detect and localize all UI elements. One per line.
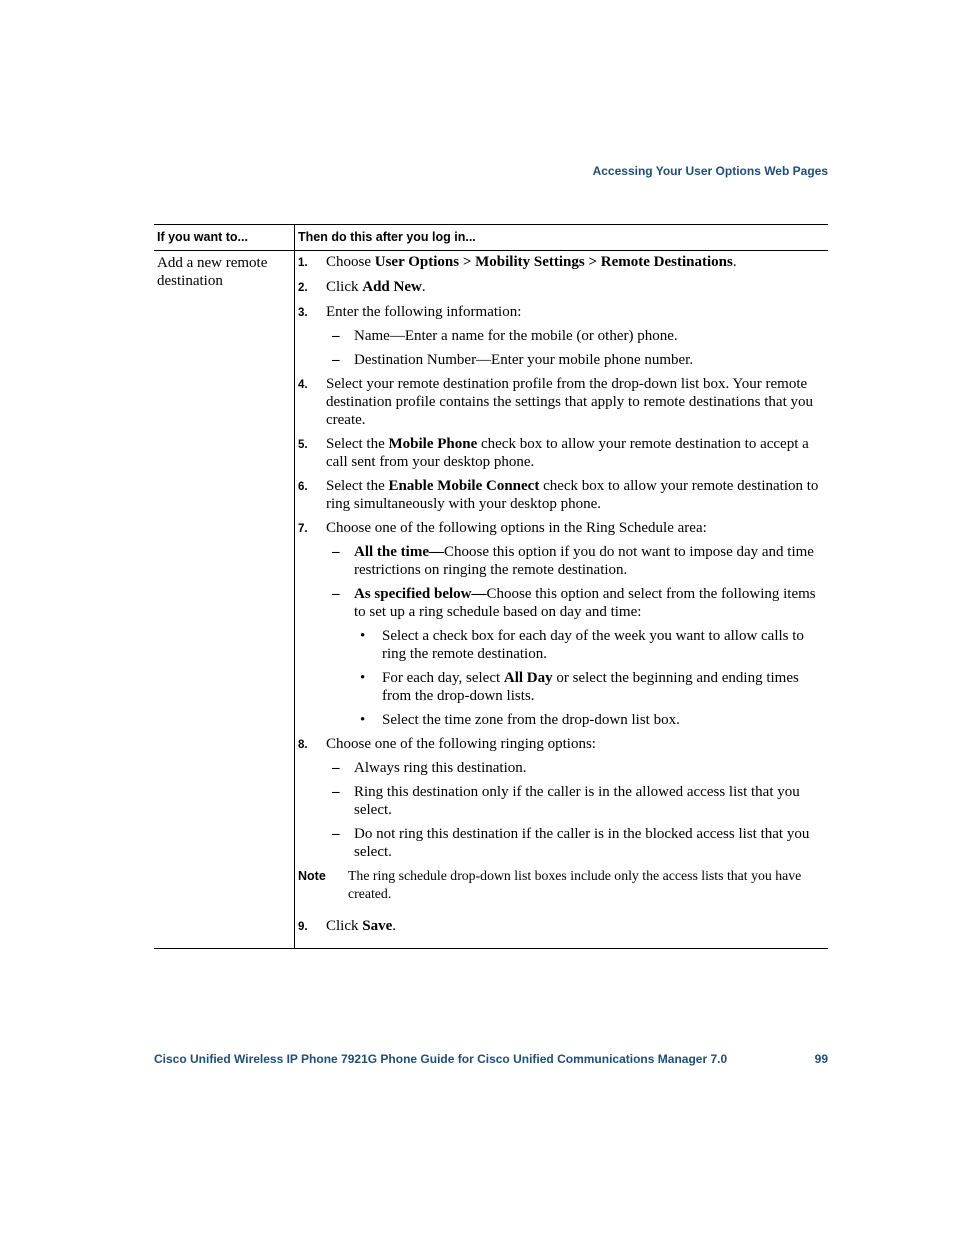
step-text: Choose one of the following ringing options: [326, 736, 596, 752]
bullet-text: Select the time zone from the drop-down list box. [382, 712, 680, 728]
step-number: 7. [298, 523, 308, 535]
step-8 [298, 735, 820, 861]
step-text: Choose one of the following options in the Ring Schedule area: [326, 520, 707, 536]
step-text-end: . [392, 918, 396, 934]
bullet-item [326, 669, 820, 705]
note-block [298, 867, 820, 903]
bullet-text-end: or select the beginning and ending times from the drop-down lists. [382, 670, 799, 704]
bullet-marker: • [360, 712, 366, 728]
option-name: As specified below— [354, 586, 487, 602]
step-number: 5. [298, 439, 308, 451]
step-6 [298, 477, 820, 513]
sub-item [326, 825, 820, 861]
bullet-marker: • [360, 628, 366, 644]
step-number: 2. [298, 282, 308, 294]
step-text: Click [326, 918, 363, 934]
option-text: Choose this option if you do not want to impose day and time restrictions on ringing the remote destination. [354, 544, 814, 578]
sub-item-text: Name—Enter a name for the mobile (or other) phone. [354, 328, 678, 344]
dash-marker: – [332, 328, 340, 344]
step-text-end: . [732, 254, 737, 270]
note-text: The ring schedule drop-down list boxes include only the access lists that you have created. [348, 868, 802, 901]
bullet-item [326, 627, 820, 663]
sub-item-text: Do not ring this destination if the caller is in the blocked access list that you select. [354, 826, 810, 860]
dash-marker: – [332, 586, 340, 602]
col2-header: Then do this after you log in... [294, 225, 828, 250]
bullet-item [326, 711, 820, 729]
dash-marker: – [332, 352, 340, 368]
table-row [154, 251, 828, 949]
sub-item [326, 351, 820, 369]
step-text-end: check box to allow your remote destination to ring simultaneously with your desktop phone. [326, 478, 819, 512]
mobile-phone-label: Mobile Phone [388, 436, 478, 452]
all-day-label: All Day [503, 670, 553, 686]
task-cell: Add a new remote destination [157, 255, 268, 289]
page-footer [154, 1052, 828, 1066]
sub-item-text: Destination Number—Enter your mobile phone number. [354, 352, 694, 368]
step-number: 6. [298, 481, 308, 493]
step-number: 3. [298, 307, 308, 319]
step-5 [298, 435, 820, 471]
page-number: 99 [814, 1052, 828, 1066]
add-new-label: Add New [362, 279, 422, 295]
dash-marker: – [332, 544, 340, 560]
step-number: 4. [298, 379, 308, 391]
save-label: Save [362, 918, 393, 934]
bullet-text: For each day, select [382, 670, 504, 686]
task-table [154, 224, 828, 949]
sub-item [326, 759, 820, 777]
option-name: All the time— [354, 544, 444, 560]
sub-item [326, 585, 820, 621]
note-label: Note [298, 869, 326, 883]
step-text: Select the [326, 436, 389, 452]
dash-marker: – [332, 760, 340, 776]
dash-marker: – [332, 826, 340, 842]
menu-path: User Options > Mobility Settings > Remote Destinations [374, 254, 733, 270]
sub-item-text: Always ring this destination. [354, 760, 527, 776]
step-7 [298, 519, 820, 729]
option-text: Choose this option and select from the following items to set up a ring schedule based on day and time: [354, 586, 816, 620]
sub-item [326, 327, 820, 345]
table-header-row [154, 224, 828, 251]
sub-item-text: Ring this destination only if the caller is in the allowed access list that you select. [354, 784, 800, 818]
sub-item [326, 543, 820, 579]
step-9 [298, 917, 820, 936]
step-text: Select the [326, 478, 389, 494]
step-text-end: check box to allow your remote destination to accept a call sent from your desktop phone. [326, 436, 809, 470]
enable-mobile-connect-label: Enable Mobile Connect [388, 478, 540, 494]
sub-item [326, 783, 820, 819]
step-text: Select your remote destination profile from the drop-down list box. Your remote destination profile contains the settings that apply to remote destinations that you create. [326, 376, 813, 428]
step-number: 8. [298, 739, 308, 751]
steps-cell [294, 251, 828, 948]
bullet-text: Select a check box for each day of the week you want to allow calls to ring the remote destination. [382, 628, 804, 662]
bullet-marker: • [360, 670, 366, 686]
step-text: Choose [326, 254, 375, 270]
step-number: 1. [298, 257, 308, 269]
step-2 [298, 278, 820, 297]
col1-header: If you want to... [157, 230, 248, 244]
step-4 [298, 375, 820, 429]
running-header: Accessing Your User Options Web Pages [592, 164, 828, 178]
step-1 [298, 253, 820, 272]
dash-marker: – [332, 784, 340, 800]
footer-title: Cisco Unified Wireless IP Phone 7921G Phone Guide for Cisco Unified Communications Manager 7.0 [154, 1052, 728, 1066]
step-text: Enter the following information: [326, 304, 522, 320]
step-text: Click [326, 279, 363, 295]
step-number: 9. [298, 921, 308, 933]
step-3 [298, 303, 820, 369]
step-text-end: . [421, 279, 426, 295]
